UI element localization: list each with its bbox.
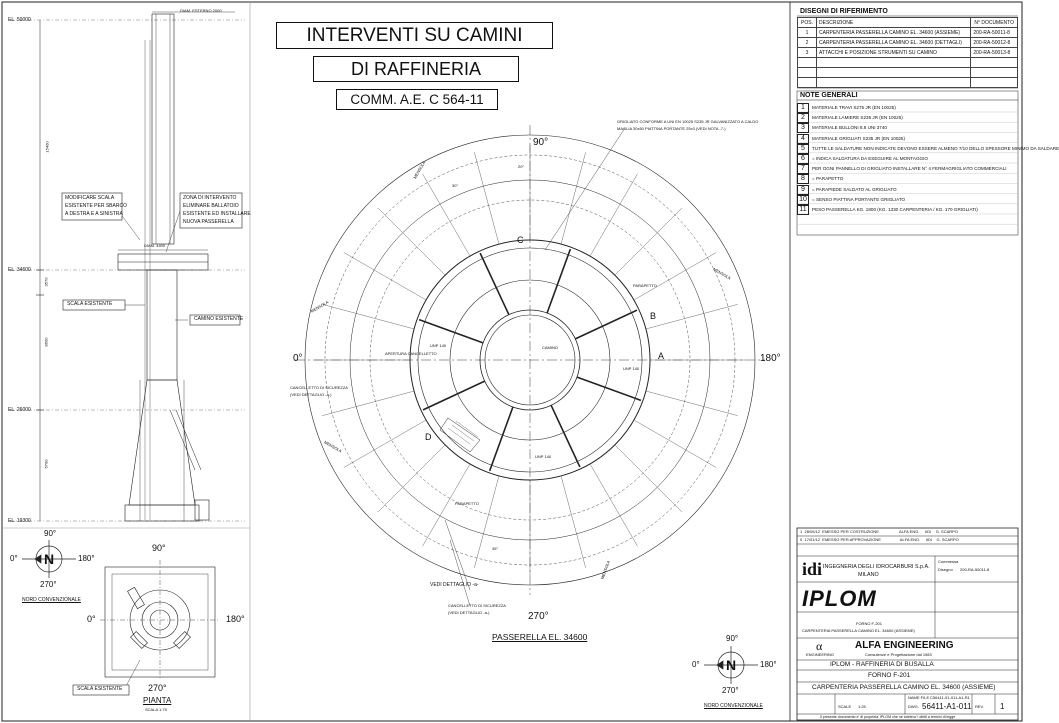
references-row bbox=[798, 28, 1018, 38]
section-c: C bbox=[517, 235, 524, 245]
plan-small-270: 270° bbox=[148, 683, 167, 693]
idi-city: MILANO bbox=[858, 572, 879, 578]
idi-logo: idi bbox=[802, 559, 823, 579]
plan-main-0: 0° bbox=[293, 353, 303, 364]
note-text: = SENSO PIATTINA PORTANTE GRIGLIATO bbox=[812, 197, 906, 203]
parapetto-bottom: PARAPETTO bbox=[455, 501, 479, 506]
forno-label: FORNO F-201 bbox=[856, 621, 883, 626]
line-iplom: IPLOM - RAFFINERIA DI BUSALLA bbox=[830, 661, 934, 668]
north-left-n: N bbox=[44, 551, 55, 567]
references-blank-row bbox=[798, 58, 1018, 68]
note-text: PER OGNI PANNELLO DI GRIGLIATO INSTALLARE N° 4 FERMAGRIGLIATO COMMERCIALI bbox=[812, 166, 1007, 172]
section-d: D bbox=[425, 432, 432, 442]
notes-title: NOTE GENERALI bbox=[800, 92, 858, 99]
carpenteria-label: CARPENTERIA PASSERELLA CAMINO EL. 34600 (ASSIEME) bbox=[802, 628, 915, 633]
north-left-label: NORD CONVENZIONALE bbox=[22, 597, 81, 603]
north-right-180: 180° bbox=[760, 660, 777, 669]
parapetto-top: PARAPETTO bbox=[633, 283, 657, 288]
grating-note-1: GRIGLIATO CONFORME A UNI EN 10025 S235 JR GALVANIZZATO A CALDO bbox=[617, 119, 759, 124]
note-modify-2: ESISTENTE PER SBARCO bbox=[65, 203, 127, 209]
upn-3: UNP 140 bbox=[535, 454, 552, 459]
plan-main-270: 270° bbox=[528, 611, 549, 622]
note-text: MATERIALE GRIGLIATI S235 JR (EN 10025) bbox=[812, 135, 906, 141]
note-item bbox=[797, 195, 905, 205]
section-b: B bbox=[650, 311, 657, 321]
alfa-logo: α bbox=[816, 639, 823, 653]
references-header-doc: N° DOCUMENTO bbox=[971, 18, 1018, 28]
mensola-1: MENSOLA bbox=[309, 299, 330, 314]
alfa-tagline: Consulenze e Progettazione dal 1983 bbox=[865, 652, 932, 657]
upn-2: UNP 140 bbox=[623, 366, 640, 371]
disclaimer: Il presente documento e' di proprieta' IPLOM che ne tutelera' i diritti a termini di legge bbox=[820, 715, 956, 719]
rev-row-0 bbox=[800, 538, 959, 542]
rev-checked: IIDI bbox=[925, 529, 932, 534]
note-number: 7 bbox=[797, 164, 809, 174]
apertura-label: APERTURA CANCELLETTO bbox=[385, 351, 437, 356]
angle-20: 20° bbox=[518, 164, 525, 169]
rev-number: 1 bbox=[800, 529, 803, 534]
references-desc: CARPENTERIA PASSERELLA CAMINO EL. 34600 (ASSIEME) bbox=[817, 28, 971, 38]
angle-45: 45° bbox=[492, 546, 499, 551]
camino-esistente-label: CAMINO ESISTENTE bbox=[194, 316, 244, 322]
references-header-pos: POS. bbox=[798, 18, 817, 28]
note-number: 6 bbox=[797, 154, 809, 164]
dim-8600: 8600 bbox=[43, 337, 49, 347]
elevation-19300: EL. 19300 bbox=[8, 518, 31, 524]
note-item bbox=[797, 113, 903, 123]
section-a: A bbox=[658, 351, 665, 361]
note-item bbox=[797, 164, 1007, 174]
references-doc: 200-RA-50013-8 bbox=[971, 48, 1018, 58]
references-blank-row bbox=[798, 68, 1018, 78]
note-zone-3: ESISTENTE ED INSTALLARE bbox=[183, 211, 251, 217]
note-number: 3 bbox=[797, 123, 809, 133]
north-right-n: N bbox=[726, 657, 737, 673]
cancelletto-left-1: CANCELLETTO DI SICUREZZA bbox=[290, 385, 348, 390]
line-carpenteria: CARPENTERIA PASSERELLA CAMINO EL. 34600 (ASSIEME) bbox=[812, 684, 996, 691]
rev-date: 17/01/12 bbox=[804, 537, 821, 542]
references-title: DISEGNI DI RIFERIMENTO bbox=[800, 8, 888, 15]
elevation-50000: EL. 50000 bbox=[8, 17, 31, 23]
mensola-4: MENSOLA bbox=[323, 439, 343, 454]
rev-description: EMESSO PER COSTRUZIONE bbox=[822, 529, 879, 534]
note-modify-3: A DESTRA E A SINISTRA bbox=[65, 211, 123, 217]
plan-small-180: 180° bbox=[226, 614, 245, 624]
note-text: = PARAPETTO bbox=[812, 176, 844, 182]
scale-label: SCALE bbox=[838, 704, 852, 709]
cancelletto-bottom-2: (VEDI DETTAGLIO -a-) bbox=[448, 610, 490, 615]
note-item bbox=[797, 174, 843, 184]
note-item bbox=[797, 134, 905, 144]
top-diameter-label: DIAM. ESTERNO 2000 bbox=[180, 8, 222, 13]
note-text: = INDICA SALDATURA DA ESEGUIRE AL MONTAGGIO bbox=[812, 156, 928, 162]
references-header-row bbox=[798, 18, 1018, 28]
note-item bbox=[797, 185, 897, 195]
note-number: 9 bbox=[797, 185, 809, 195]
note-text: MATERIALE LAMIERE S235 JR (EN 10025) bbox=[812, 115, 903, 121]
file-value: C56411-01-011-A1-R1 bbox=[930, 695, 970, 700]
note-text: MATERIALE TRAVI S275 JR (EN 10025) bbox=[812, 105, 896, 111]
references-pos: 2 bbox=[798, 38, 817, 48]
plan-main-90: 90° bbox=[533, 137, 549, 148]
rev-description: EMESSO PER APPROVAZIONE bbox=[822, 537, 881, 542]
elevation-26000: EL. 26000 bbox=[8, 407, 31, 413]
grating-note-2: MAGLIA 30x50 PIATTINA PORTANTE 25x3 (VEDI NOTA -7-) bbox=[617, 126, 726, 131]
note-number: 10 bbox=[797, 195, 809, 205]
iplom-logo: IPLOM bbox=[802, 586, 877, 611]
angle-30: 30° bbox=[452, 183, 459, 188]
note-zone-4: NUOVA PASSERELLA bbox=[183, 219, 234, 225]
north-left-180: 180° bbox=[78, 554, 95, 563]
references-row bbox=[798, 48, 1018, 58]
commessa-label: Commessa bbox=[938, 559, 959, 564]
title-line-3: COMM. A.E. C 564-11 bbox=[336, 89, 498, 110]
title-line-2: DI RAFFINERIA bbox=[313, 56, 519, 82]
camino-label: CAMINO bbox=[542, 345, 558, 350]
dwg-label: DWG. bbox=[908, 704, 919, 709]
title-line-1: INTERVENTI SU CAMINI bbox=[276, 22, 553, 49]
note-text: MATERIALE BULLONI 8.8 UNI 3740 bbox=[812, 125, 887, 131]
note-item bbox=[797, 144, 1059, 154]
references-table bbox=[797, 17, 1018, 88]
disegno-label: Disegno bbox=[938, 567, 953, 572]
dwg-number: 56411-A1-011 bbox=[922, 702, 972, 711]
note-item bbox=[797, 123, 887, 133]
note-zone-2: ELIMINARE BALLATOIO bbox=[183, 203, 239, 209]
elevation-34600: EL. 34600 bbox=[8, 267, 31, 273]
alfa-name: ALFA ENGINEERING bbox=[855, 640, 954, 651]
north-right-label: NORD CONVENZIONALE bbox=[704, 703, 763, 709]
rev-date: 28/05/12 bbox=[804, 529, 821, 534]
rev-label: REV. bbox=[975, 704, 984, 709]
references-doc: 200-RA-50011-8 bbox=[971, 28, 1018, 38]
note-number: 1 bbox=[797, 103, 809, 113]
rev-value: 1 bbox=[1000, 702, 1005, 711]
scala-esistente-label: SCALA ESISTENTE bbox=[67, 301, 113, 307]
note-number: 4 bbox=[797, 134, 809, 144]
dim-15400: 15400 bbox=[44, 141, 50, 153]
references-row bbox=[798, 38, 1018, 48]
rev-prepared: ALFA ENG. bbox=[898, 529, 920, 534]
plan-small-scala: SCALA ESISTENTE bbox=[77, 686, 123, 692]
references-header-desc: DESCRIZIONE bbox=[817, 18, 971, 28]
note-text: PESO PASSERELLA KG. 1800 (KG. 1330 CARPENTERIA / KG. 170 GRIGLIATI) bbox=[812, 207, 978, 213]
alfa-sub: ENGINEERING bbox=[806, 652, 835, 657]
mensola-2: MENSOLA bbox=[412, 160, 427, 180]
rev-row-1 bbox=[800, 530, 958, 534]
note-number: 11 bbox=[797, 205, 809, 215]
references-doc: 200-RA-50012-8 bbox=[971, 38, 1018, 48]
plan-small-title: PIANTA bbox=[143, 696, 172, 705]
dim-3570: 3570 bbox=[43, 277, 49, 287]
references-blank-row bbox=[798, 78, 1018, 88]
rev-approved: G. SCARPO bbox=[936, 537, 959, 542]
references-desc: CARPENTERIA PASSERELLA CAMINO EL. 34600 (DETTAGLI) bbox=[817, 38, 971, 48]
note-text: = PARAPIEDE SALDATO AL GRIGLIATO bbox=[812, 186, 897, 192]
cancelletto-bottom-1: CANCELLETTO DI SICUREZZA bbox=[448, 603, 506, 608]
note-item bbox=[797, 154, 928, 164]
disegno-value: 200-RA-50011-8 bbox=[960, 567, 990, 572]
line-forno: FORNO F-201 bbox=[868, 672, 911, 679]
rev-approved: G. SCARPO bbox=[935, 529, 958, 534]
plan-main-title: PASSERELLA EL. 34600 bbox=[492, 632, 588, 642]
north-left-270: 270° bbox=[40, 580, 57, 589]
north-right-90: 90° bbox=[726, 634, 739, 643]
references-pos: 1 bbox=[798, 28, 817, 38]
note-modify-1: MODIFICARE SCALA bbox=[65, 195, 115, 201]
note-item bbox=[797, 103, 896, 113]
plan-small-scale: SCALA 1:75 bbox=[145, 707, 167, 712]
upn-1: UNP 140 bbox=[430, 343, 447, 348]
references-desc: ATTACCHI E POSIZIONE STRUMENTI SU CAMINO bbox=[817, 48, 971, 58]
small-plan bbox=[100, 560, 220, 688]
plan-main-180: 180° bbox=[760, 353, 781, 364]
mensola-3: MENSOLA bbox=[712, 266, 732, 281]
idi-company: INGEGNERIA DEGLI IDROCARBURI S.p.A. bbox=[823, 564, 930, 570]
cancelletto-left-2: (VEDI DETTAGLIO -a-) bbox=[290, 392, 332, 397]
mensola-5: MENSOLA bbox=[599, 559, 612, 580]
scale-value: 1:25 bbox=[858, 704, 866, 709]
note-item bbox=[797, 205, 978, 215]
rev-prepared: ALFA ENG. bbox=[899, 537, 921, 542]
references-pos: 3 bbox=[798, 48, 817, 58]
north-right-0: 0° bbox=[692, 660, 700, 669]
note-number: 2 bbox=[797, 113, 809, 123]
north-left-0: 0° bbox=[10, 554, 18, 563]
file-label: NAME FILE bbox=[908, 695, 930, 700]
north-left-90: 90° bbox=[44, 529, 57, 538]
plan-small-0: 0° bbox=[87, 614, 96, 624]
note-zone-1: ZONA DI INTERVENTO bbox=[183, 195, 237, 201]
rev-checked: IIDI bbox=[925, 537, 933, 542]
dim-6700: 6700 bbox=[43, 459, 49, 469]
note-text: TUTTE LE SALDATURE NON INDICATE DEVONO ESSERE ALMENO 7/10 DELLO SPESSORE MINIMO DA SALDARE bbox=[812, 146, 1059, 152]
rev-number: 0 bbox=[800, 537, 803, 542]
elevation-view bbox=[10, 12, 245, 521]
plan-small-90: 90° bbox=[152, 543, 166, 553]
vedi-dettaglio: VEDI DETTAGLIO -a- bbox=[430, 582, 479, 588]
north-right-270: 270° bbox=[722, 686, 739, 695]
note-number: 8 bbox=[797, 174, 809, 184]
note-number: 5 bbox=[797, 144, 809, 154]
diam-4400: DIAM. 4400 bbox=[144, 243, 166, 248]
